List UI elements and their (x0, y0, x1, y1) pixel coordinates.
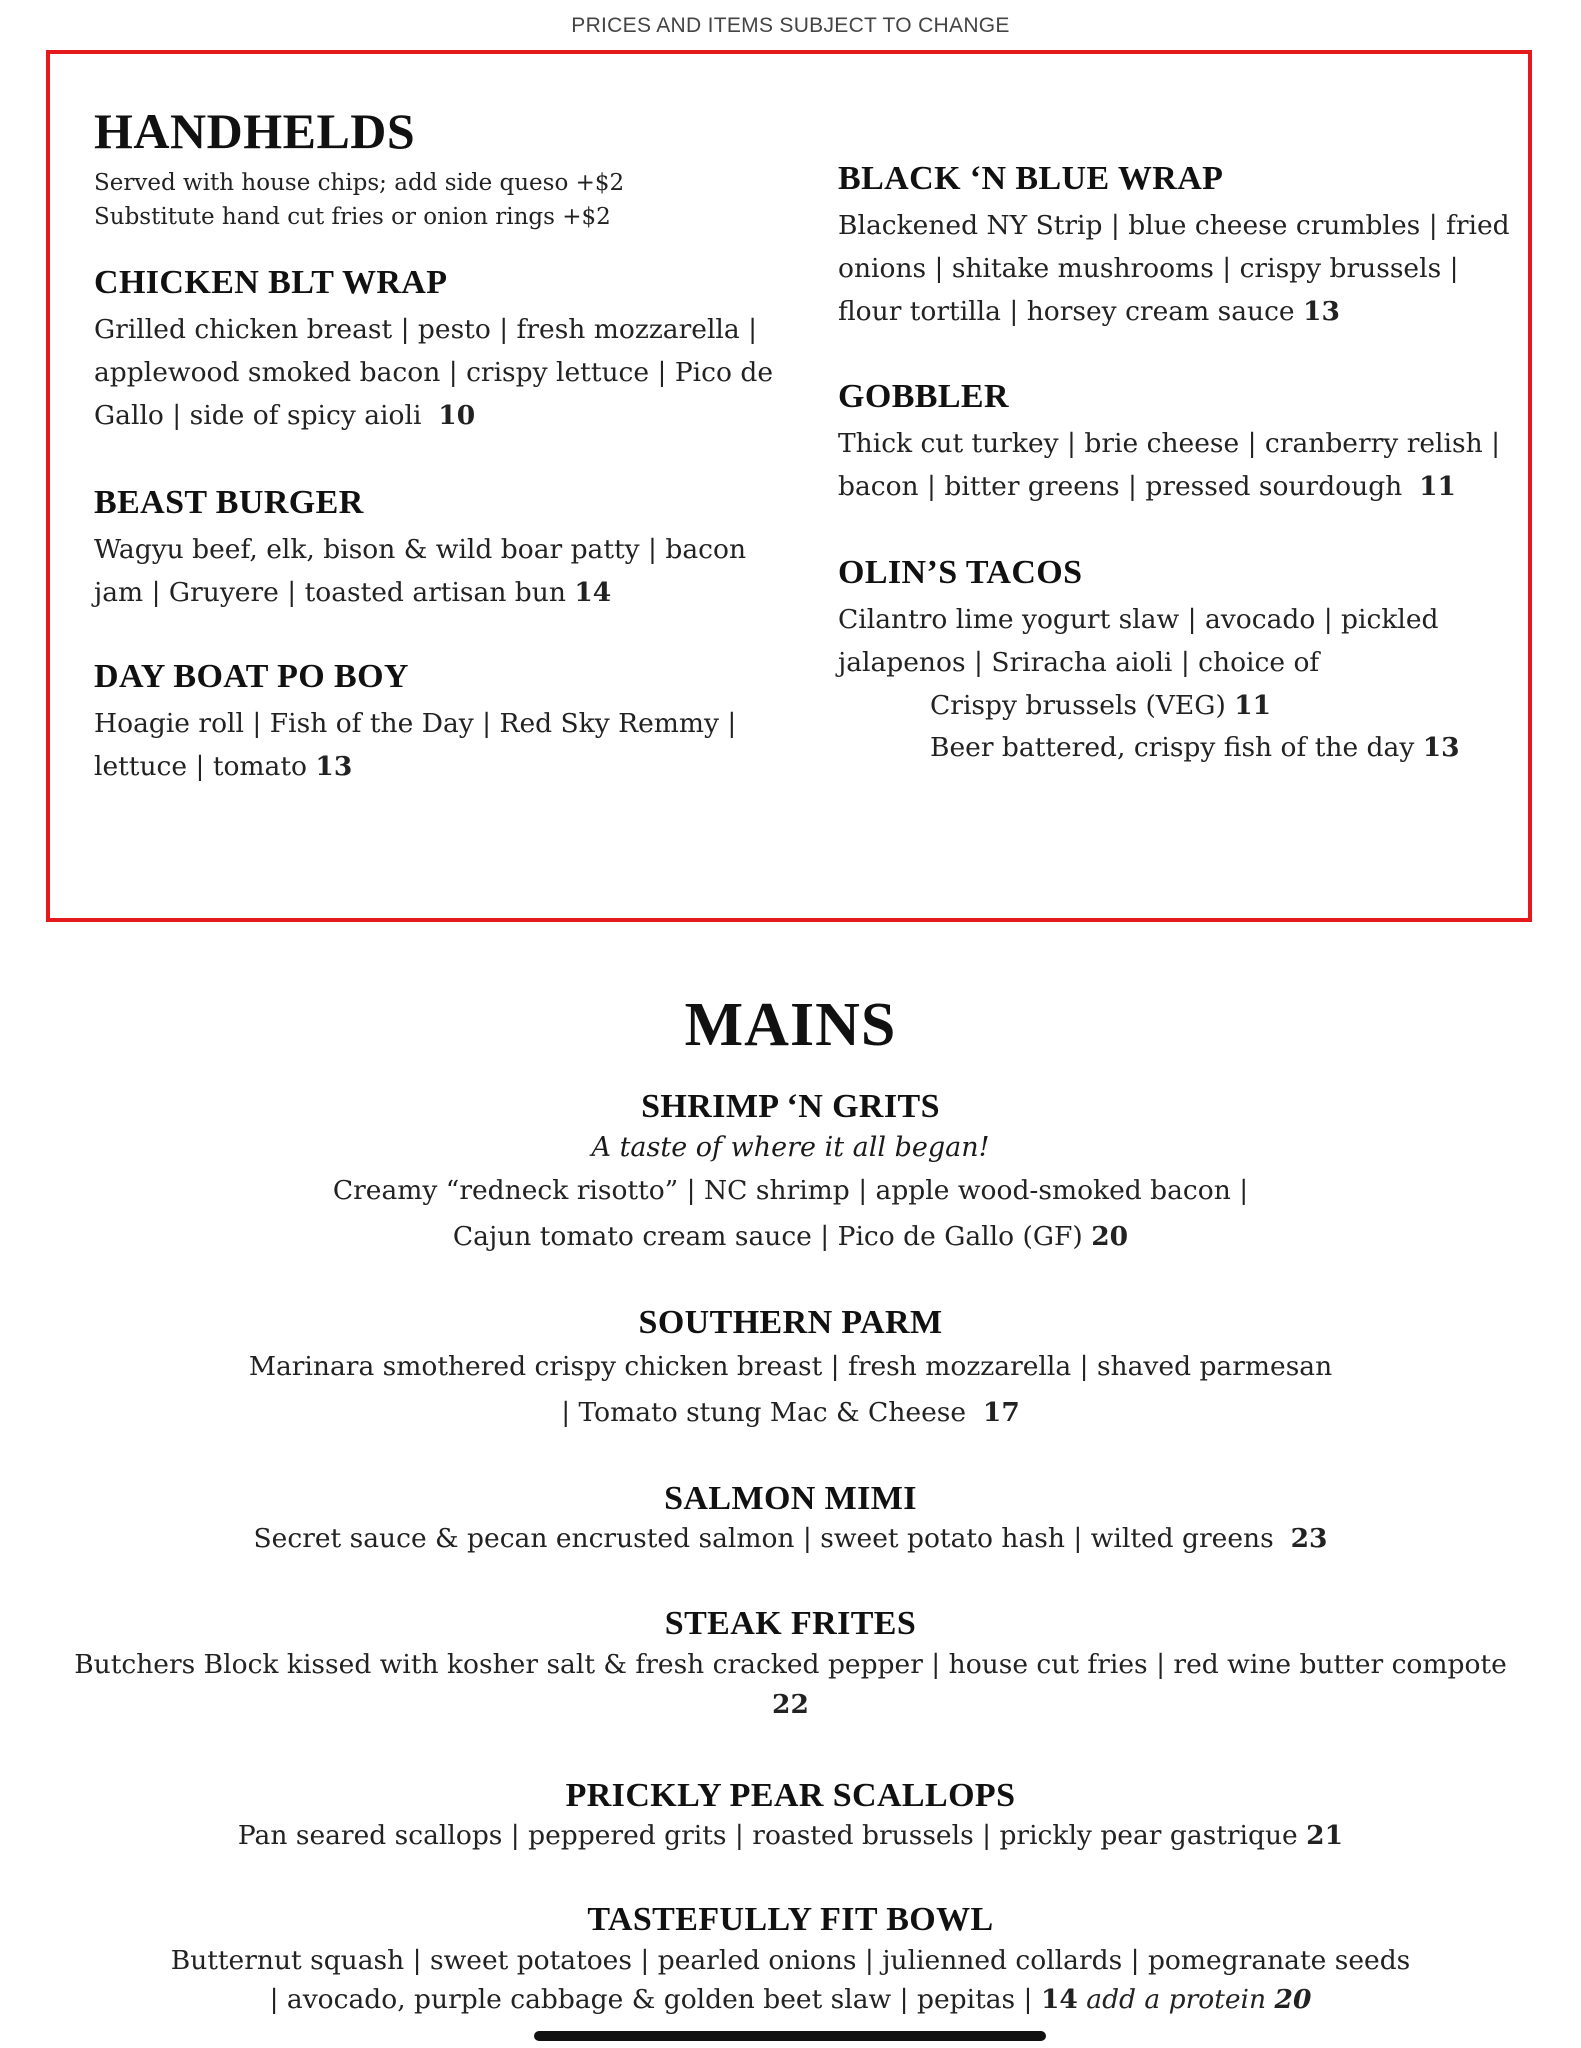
item-name: DAY BOAT PO BOY (94, 658, 409, 695)
menu-item-southern-parm (0, 1304, 1581, 1436)
item-price: 22 (772, 1689, 809, 1720)
item-tagline: A taste of where it all began! (591, 1132, 990, 1163)
item-price: 20 (1091, 1221, 1129, 1252)
item-description: Thick cut turkey | brie cheese | cranberry relish | bacon | bitter greens | pressed sourdough 11 (838, 428, 1501, 502)
menu-item-tastefully-fit-bowl (0, 1901, 1581, 2019)
price-change-notice: PRICES AND ITEMS SUBJECT TO CHANGE (571, 14, 1010, 37)
item-description: Secret sauce & pecan encrusted salmon | sweet potato hash | wilted greens 23 (253, 1523, 1328, 1554)
item-name: STEAK FRITES (664, 1605, 917, 1642)
item-name: OLIN’S TACOS (838, 554, 1083, 591)
item-name: CHICKEN BLT WRAP (94, 264, 448, 301)
item-price: 13 (315, 751, 353, 782)
item-name: SHRIMP ‘N GRITS (641, 1088, 940, 1125)
menu-item-olins-tacos (838, 554, 1518, 769)
menu-item-shrimp-n-grits (0, 1088, 1581, 1260)
item-description: Wagyu beef, elk, bison & wild boar patty | bacon jam | Gruyere | toasted artisan bun 14 (94, 534, 747, 608)
menu-item-steak-frites (0, 1605, 1581, 1725)
item-name: PRICKLY PEAR SCALLOPS (565, 1777, 1016, 1814)
item-name: BEAST BURGER (94, 484, 364, 521)
taco-option-2: Beer battered, crispy fish of the day 13 (930, 732, 1460, 763)
home-indicator-bar[interactable] (534, 2031, 1046, 2041)
item-description: Hoagie roll | Fish of the Day | Red Sky Remmy | lettuce | tomato 13 (94, 708, 737, 782)
menu-item-salmon-mimi (0, 1480, 1581, 1558)
menu-item-beast-burger (94, 484, 774, 614)
menu-item-black-n-blue-wrap (838, 160, 1518, 333)
item-price: 14 (574, 577, 612, 608)
item-description: Butternut squash | sweet potatoes | pearled onions | julienned collards | pomegranate seeds | avocado, purple cabbage & golden beet slaw | pepitas | 14 add a protein 20 (170, 1945, 1411, 2015)
menu-item-gobbler (838, 378, 1518, 508)
taco-option-1: Crispy brussels (VEG) 11 (930, 690, 1272, 721)
menu-item-day-boat-po-boy (94, 658, 774, 788)
item-name: BLACK ‘N BLUE WRAP (838, 160, 1224, 197)
menu-item-prickly-pear-scallops (0, 1777, 1581, 1855)
item-description: Cilantro lime yogurt slaw | avocado | pickled jalapenos | Sriracha aioli | choice of Crispy brussels (VEG) 11 Beer battered, crispy fish of the day 13 (838, 598, 1518, 769)
handhelds-note-line-1: Served with house chips; add side queso +$2 (94, 170, 625, 196)
section-title-handhelds: HANDHELDS (94, 103, 416, 159)
item-price: 23 (1290, 1523, 1328, 1554)
protein-addon: add a protein (1086, 1984, 1267, 2015)
item-description: Marinara smothered crispy chicken breast | fresh mozzarella | shaved parmesan | Tomato stung Mac & Cheese 17 (248, 1351, 1333, 1428)
item-name: GOBBLER (838, 378, 1009, 415)
item-price: 13 (1422, 732, 1460, 763)
item-description: Pan seared scallops | peppered grits | roasted brussels | prickly pear gastrique 21 (237, 1820, 1344, 1851)
item-price: 14 (1040, 1984, 1078, 2015)
item-description: Creamy “redneck risotto” | NC shrimp | apple wood-smoked bacon | Cajun tomato cream sauce | Pico de Gallo (GF) 20 (332, 1175, 1249, 1252)
item-description: Butchers Block kissed with kosher salt & fresh cracked pepper | house cut fries | red wine butter compote 22 (74, 1649, 1507, 1720)
item-description: Blackened NY Strip | blue cheese crumbles | fried onions | shitake mushrooms | crispy brussels | flour tortilla | horsey cream sauce 13 (838, 210, 1510, 327)
handhelds-note (94, 166, 714, 234)
item-price: 21 (1306, 1820, 1344, 1851)
item-description: Grilled chicken breast | pesto | fresh mozzarella | applewood smoked bacon | crispy lettuce | Pico de Gallo | side of spicy aioli 10 (94, 314, 774, 431)
handhelds-section (46, 50, 1532, 922)
protein-addon-price: 20 (1274, 1984, 1312, 2015)
item-name: SALMON MIMI (664, 1480, 917, 1517)
item-price: 11 (1419, 471, 1456, 502)
item-price: 11 (1234, 690, 1272, 721)
item-price: 10 (438, 400, 476, 431)
handhelds-note-line-2: Substitute hand cut fries or onion rings +$2 (94, 204, 611, 230)
item-name: TASTEFULLY FIT BOWL (587, 1901, 994, 1938)
item-price: 13 (1303, 296, 1340, 327)
item-price: 17 (982, 1397, 1020, 1428)
section-title-mains: MAINS (684, 991, 897, 1059)
menu-item-chicken-blt-wrap (94, 264, 794, 437)
item-name: SOUTHERN PARM (638, 1304, 943, 1341)
